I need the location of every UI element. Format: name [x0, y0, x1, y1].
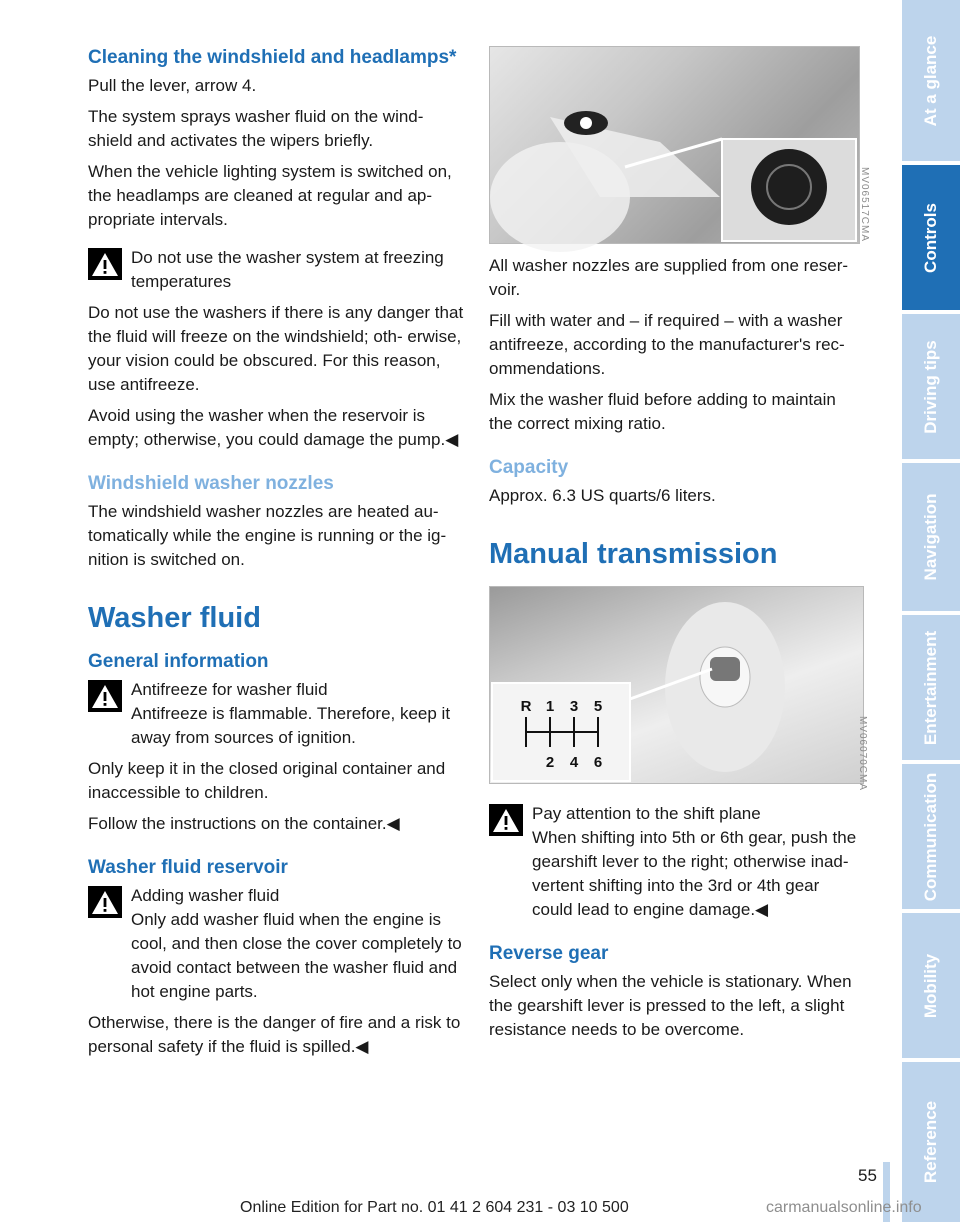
- warning-title: Do not use the washer system at freezing temperatures: [131, 248, 444, 291]
- right-column: [489, 46, 870, 1049]
- paragraph: The system sprays washer fluid on the wind- shield and activates the wipers briefly.: [88, 107, 424, 150]
- paragraph: Only keep it in the closed original container and inaccessible to children.: [88, 759, 446, 802]
- warning-icon: [88, 886, 122, 918]
- heading-cleaning: Cleaning the windshield and headlamps*: [88, 47, 457, 68]
- gear-label-bottom: 4: [569, 754, 579, 771]
- heading-reservoir: Washer fluid reservoir: [88, 857, 288, 878]
- heading-reverse-gear: Reverse gear: [489, 943, 609, 964]
- warning-icon: [88, 680, 122, 712]
- paragraph: When the vehicle lighting system is switched on, the headlamps are cleaned at regular and ap- propriate intervals.: [88, 162, 452, 229]
- tab-label: Reference: [921, 1100, 940, 1184]
- warning-text: Only add washer fluid when the engine is cool, and then close the cover completely to avoid contact between the washer fluid and hot engine parts.: [131, 910, 462, 1001]
- chapter-sidebar: [902, 0, 960, 1222]
- heading-manual-transmission: Manual transmission: [489, 538, 778, 570]
- paragraph: All washer nozzles are supplied from one reser- voir.: [489, 256, 849, 299]
- washer-reservoir-photo: [489, 46, 870, 244]
- tab-label: At a glance: [921, 35, 940, 126]
- tab-navigation[interactable]: [902, 463, 960, 611]
- warning-icon: [489, 804, 523, 836]
- tab-label: Controls: [921, 202, 940, 273]
- tab-entertainment[interactable]: [902, 615, 960, 760]
- gearshift-photo: [489, 586, 864, 784]
- paragraph: Otherwise, there is the danger of fire and a risk to personal safety if the fluid is spilled.◀: [88, 1013, 461, 1056]
- reverse-text: Select only when the vehicle is stationary. When the gearshift lever is pressed to the left, a slight resistance needs to be overcome.: [489, 972, 852, 1039]
- tab-at-a-glance[interactable]: [902, 0, 960, 161]
- capacity-text: Approx. 6.3 US quarts/6 liters.: [489, 486, 716, 505]
- warning-freezing: [88, 246, 464, 294]
- left-column: [88, 46, 464, 1066]
- paragraph: Mix the washer fluid before adding to maintain the correct mixing ratio.: [489, 390, 836, 433]
- paragraph: Fill with water and – if required – with a washer antifreeze, according to the manufacturer's rec- ommendations.: [489, 311, 845, 378]
- gearshift-illustration: [490, 587, 863, 783]
- gear-label-top: 1: [545, 698, 555, 715]
- footer-edition: Online Edition for Part no. 01 41 2 604 231 - 03 10 500: [240, 1199, 629, 1216]
- gear-label-top: 3: [569, 698, 579, 715]
- warning-title: Adding washer fluid: [131, 886, 280, 905]
- tab-driving-tips[interactable]: [902, 314, 960, 459]
- paragraph: Follow the instructions on the container.◀: [88, 814, 400, 833]
- gear-label-top: R: [520, 698, 532, 715]
- heading-nozzles: Windshield washer nozzles: [88, 473, 334, 494]
- image-code: MV06517CMA: [859, 167, 870, 243]
- page-number: 55: [858, 1166, 877, 1185]
- gear-label-bottom: 6: [593, 754, 603, 771]
- reservoir-illustration: [490, 47, 859, 243]
- footer-watermark: carmanualsonline.info: [766, 1199, 922, 1216]
- warning-text: Antifreeze is flammable. Therefore, keep it away from sources of ignition.: [131, 704, 451, 747]
- paragraph: Pull the lever, arrow 4.: [88, 76, 257, 95]
- gear-label-top: 5: [593, 698, 603, 715]
- warning-shift-plane: [489, 802, 863, 922]
- warning-text: When shifting into 5th or 6th gear, push the gearshift lever to the right; otherwise inad- vertent shifting into the 3rd or 4th gear could lead to engine damage.◀: [532, 828, 857, 919]
- paragraph: Avoid using the washer when the reservoir is empty; otherwise, you could damage the pump.◀: [88, 406, 459, 449]
- tab-mobility[interactable]: [902, 913, 960, 1058]
- tab-label: Navigation: [921, 493, 940, 581]
- warning-antifreeze: [88, 678, 464, 750]
- heading-general-information: General information: [88, 651, 269, 672]
- tab-label: Mobility: [921, 953, 940, 1018]
- paragraph: The windshield washer nozzles are heated au- tomatically while the engine is running or the ig- nition is switched on.: [88, 502, 447, 569]
- tab-controls[interactable]: [902, 165, 960, 310]
- tab-communication[interactable]: [902, 764, 960, 909]
- warning-title: Antifreeze for washer fluid: [131, 680, 328, 699]
- gear-label-bottom: 2: [545, 754, 555, 771]
- heading-washer-fluid: Washer fluid: [88, 602, 261, 634]
- tab-label: Communication: [921, 772, 940, 901]
- warning-adding-fluid: [88, 884, 464, 1004]
- tab-label: Entertainment: [921, 630, 940, 745]
- heading-capacity: Capacity: [489, 457, 569, 478]
- tab-label: Driving tips: [921, 339, 940, 434]
- image-code: MV06070CMA: [857, 716, 868, 792]
- warning-icon: [88, 248, 122, 280]
- warning-title: Pay attention to the shift plane: [532, 804, 761, 823]
- paragraph: Do not use the washers if there is any danger that the fluid will freeze on the windshield; oth- erwise, your vision could be obscured. For this reason, use antifreeze.: [88, 303, 464, 394]
